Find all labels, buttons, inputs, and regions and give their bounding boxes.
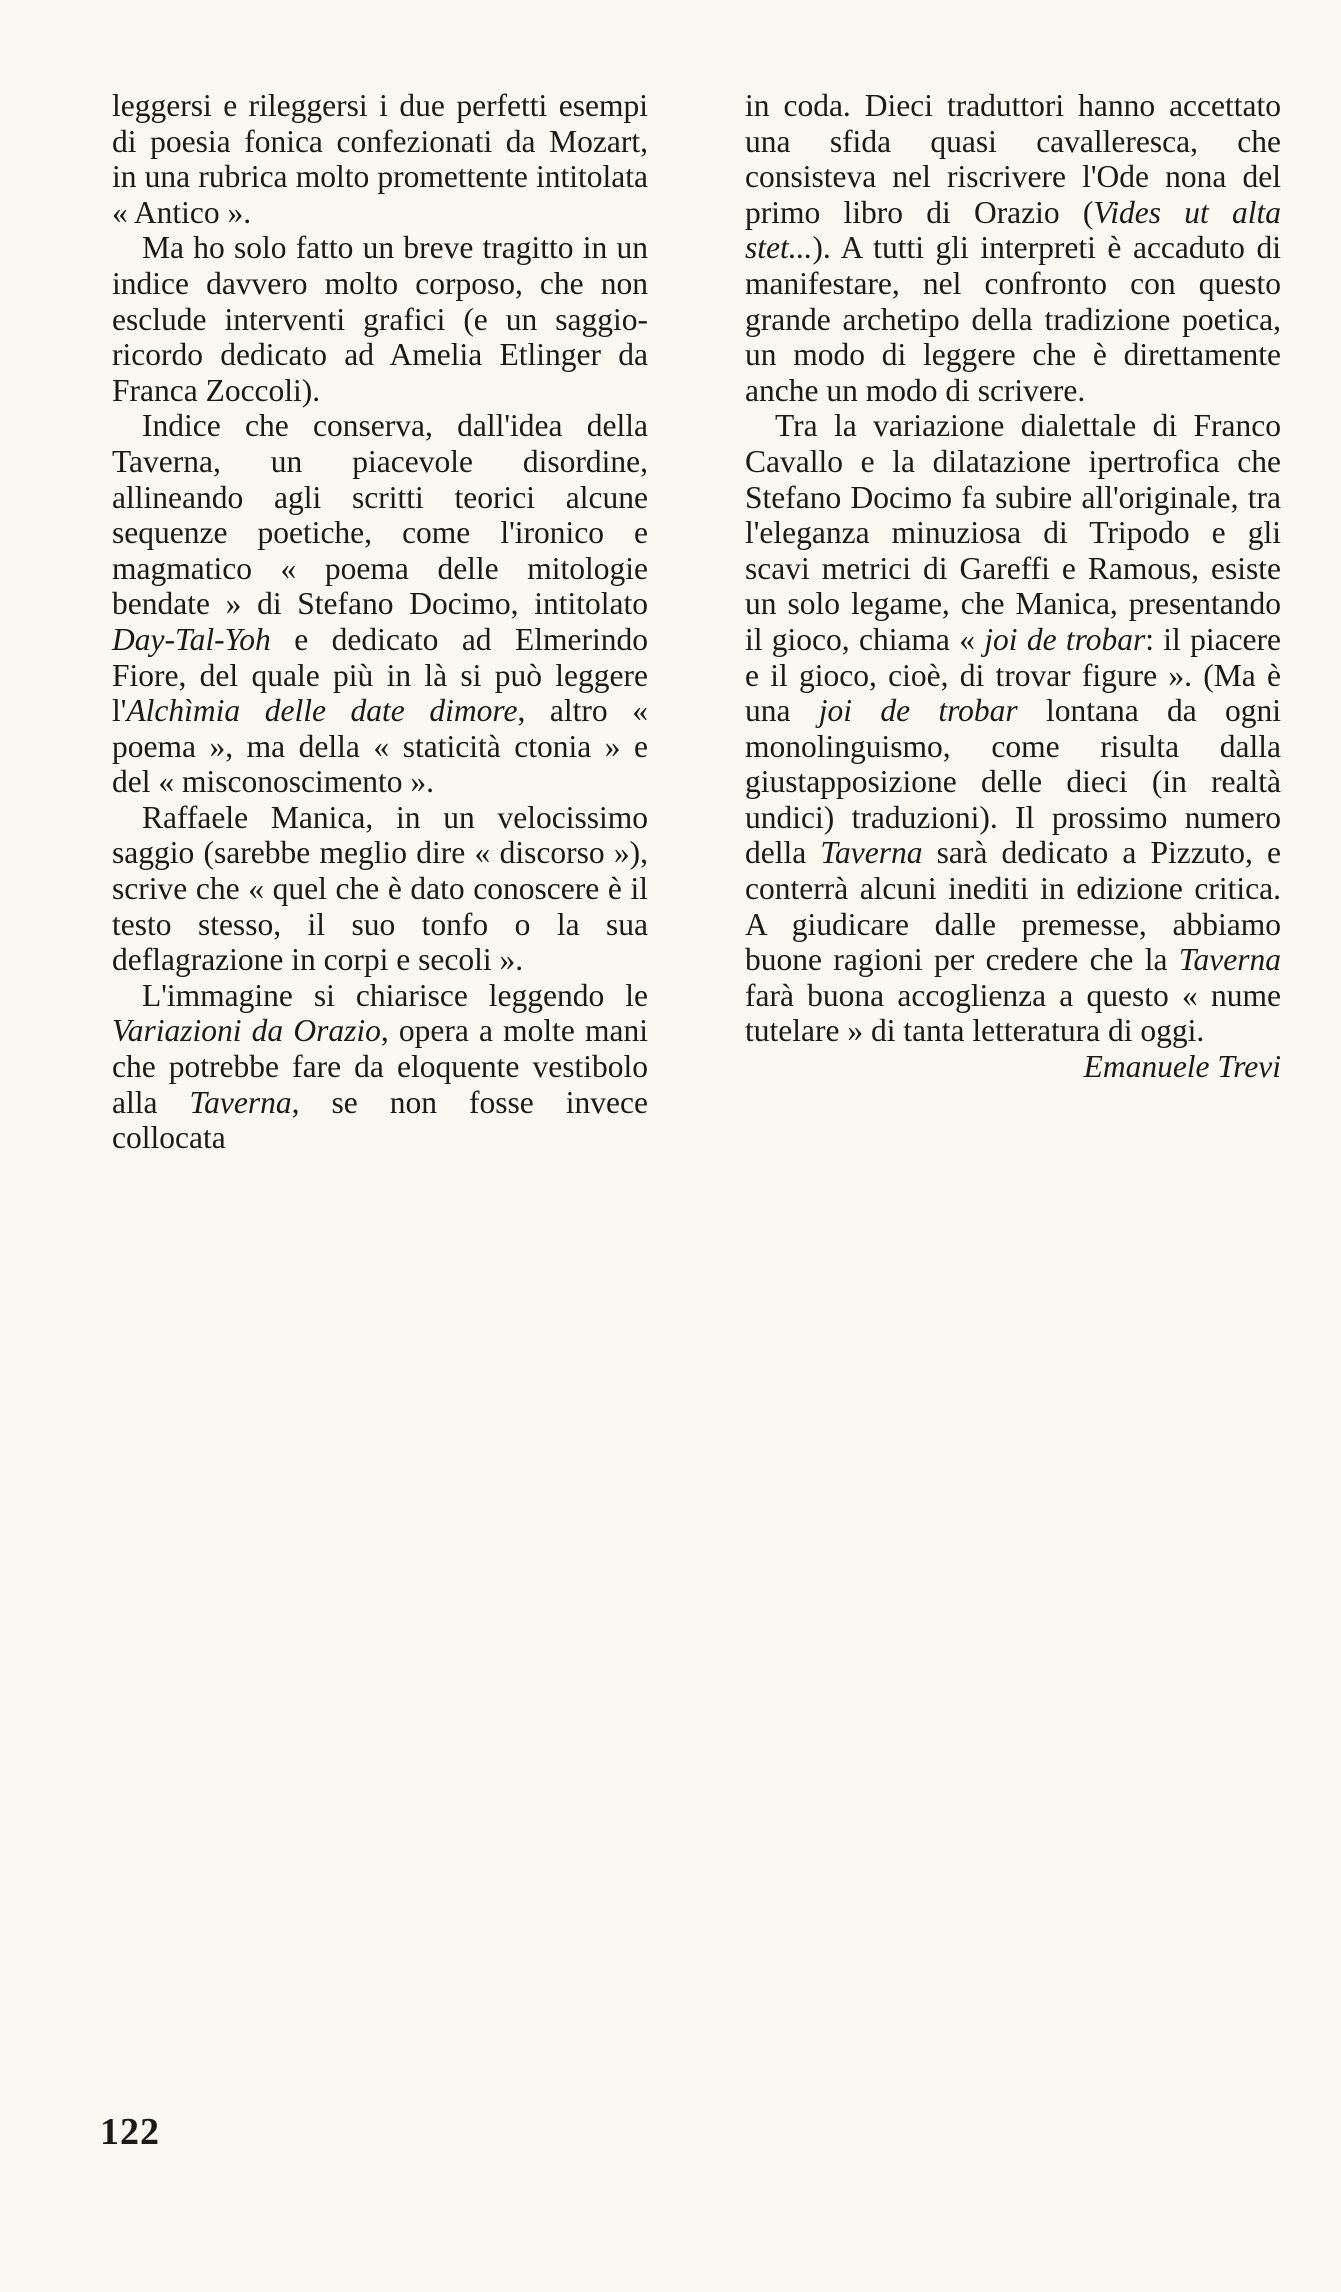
left-paragraph-4: Raffaele Manica, in un velocissimo saggio (sarebbe meglio dire « discorso »), scrive che « quel che è dato conoscere è il testo stesso, il suo tonfo o la sua deflagrazione in corpi e secoli ». [112,799,648,978]
left-p5-italic-title-1: Variazioni da Orazio [112,1013,381,1049]
right-p1-italic-quote: Vides ut alta stet... [745,194,1281,266]
right-column [745,88,1281,1085]
right-paragraph-2 [745,408,1281,1049]
left-p3-italic-title-2: Alchìmia delle date dimore [126,693,518,729]
author-signature: Emanuele Trevi [1083,1049,1281,1085]
right-p2-text-e: lontana da ogni monolinguismo, come risulta dalla giustapposizione delle dieci (in realtà undici) traduzioni). Il prossimo numero della [745,693,1282,871]
page-number: 122 [100,2111,160,2153]
left-p5-text-c: , opera a molte mani che potrebbe fare da eloquente vestibolo alla [112,1013,649,1120]
right-p2-text-c: : il piacere e il gioco, cioè, di trovar figure ». (Ma è una [745,621,1282,729]
left-p3-text-e: , altro « poema », ma della « staticità ctonia » e del « misconoscimento ». [112,693,648,800]
right-p2-text-i: farà buona accoglienza a questo « nume tutelare » di tanta letteratura di oggi. [745,977,1281,1049]
left-p3-text-a: Indice che conserva, dall'idea della Taverna, un piacevole disordine, allineando agli scritti teorici alcune sequenze poetiche, come l'ironico e magmatico « poema delle mitologie bendate » di Stefano Docimo, intitolato [112,408,648,622]
left-column [112,88,648,1156]
left-paragraph-3 [112,408,648,800]
right-paragraph-1 [745,88,1281,408]
right-p2-italic-4: Taverna [1178,942,1281,978]
right-p2-text-g: sarà dedicato a Pizzuto, e conterrà alcuni inediti in edizione critica. A giudicare dalle premesse, abbiamo buone ragioni per credere che la [745,835,1281,978]
left-p3-italic-title-1: Day-Tal-Yoh [112,621,271,657]
right-p2-italic-2: joi de trobar [818,693,1018,729]
right-p1-text-a: in coda. Dieci traduttori hanno accettato una sfida quasi cavalleresca, che consisteva nel riscrivere l'Ode nona del primo libro di Orazio ( [745,88,1281,230]
right-p2-text-a: Tra la variazione dialettale di Franco Cavallo e la dilatazione ipertrofica che Stefano Docimo fa subire all'originale, tra l'eleganza minuziosa di Tripodo e gli scavi metrici di Gareffi e Ramous, esiste un solo legame, che Manica, presentando il gioco, chiama « [745,408,1281,657]
right-p2-italic-1: joi de trobar [984,621,1146,657]
right-p1-text-c: ). A tutti gli interpreti è accaduto di manifestare, nel confronto con questo grande archetipo della tradizione poetica, un modo di leggere che è direttamente anche un modo di scrivere. [745,230,1281,408]
left-p5-text-e: , se non fosse invece collocata [112,1084,648,1156]
right-p2-italic-3: Taverna [820,835,923,871]
left-p5-italic-title-2: Taverna [189,1084,292,1120]
left-paragraph-5 [112,978,648,1156]
left-paragraph-1: leggersi e rileggersi i due perfetti esempi di poesia fonica confezionati da Mozart, in una rubrica molto promettente intitolata « Antico ». [112,88,648,230]
left-p3-text-c: e dedicato ad Elmerindo Fiore, del quale più in là si può leggere l' [112,621,648,729]
left-p5-text-a: L'immagine si chiarisce leggendo le [142,977,648,1013]
left-paragraph-2: Ma ho solo fatto un breve tragitto in un indice davvero molto corposo, che non esclude interventi grafici (e un saggio-ricordo dedicato ad Amelia Etlinger da Franca Zoccoli). [112,230,648,408]
